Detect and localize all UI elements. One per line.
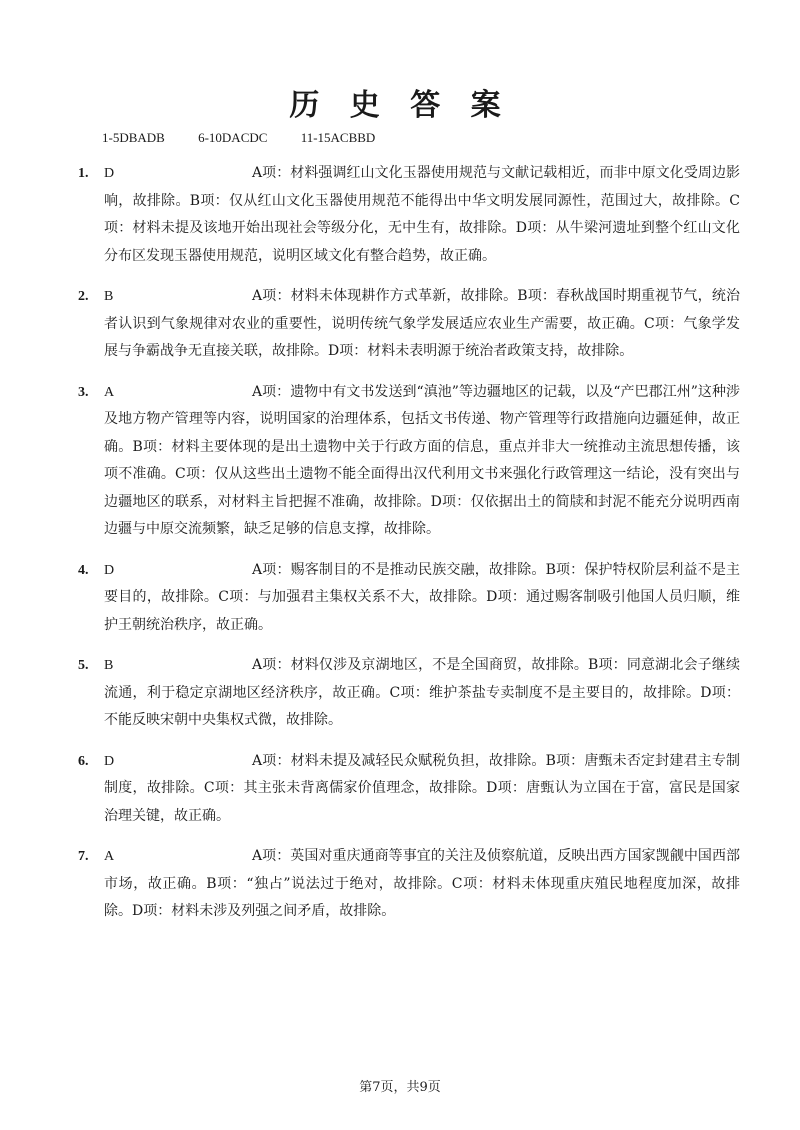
question-explanation: A项：赐客制目的不是推动民族交融，故排除。B项：保护特权阶层利益不是主要目的，故排除。C项：与加强君主集权关系不大，故排除。D项：通过赐客制吸引他国人员归顺，维护王朝统治秩序，故正确。 (104, 561, 740, 633)
question-4 (78, 557, 740, 640)
question-1 (78, 160, 740, 270)
question-6 (78, 748, 740, 831)
question-7 (78, 843, 740, 926)
question-answer: B (104, 658, 114, 673)
question-explanation: A项：材料强调红山文化玉器使用规范与文献记载相近，而非中原文化受周边影响，故排除。B项：仅从红山文化玉器使用规范不能得出中华文明发展同源性，范围过大，故排除。C项：材料未提及该地开始出现社会等级分化，无中生有，故排除。D项：从牛梁河遗址到整个红山文化分布区发现玉器使用规范，说明区域文化有整合趋势，故正确。 (104, 165, 740, 264)
question-answer: D (104, 166, 115, 181)
question-answer: D (104, 753, 115, 769)
question-explanation: A项：材料未提及减轻民众赋税负担，故排除。B项：唐甄未否定封建君主专制制度，故排除。C项：其主张未背离儒家价值理念，故排除。D项：唐甄认为立国在于富，富民是国家治理关键，故正确。 (104, 752, 740, 824)
question-explanation: A项：英国对重庆通商等事宜的关注及侦察航道，反映出西方国家觊觎中国西部市场，故正确。B项：“独占”说法过于绝对，故排除。C项：材料未体现重庆殖民地程度加深，故排除。D项：材料未涉及列强之间矛盾，故排除。 (104, 848, 740, 919)
question-explanation: A项：材料仅涉及京湖地区，不是全国商贸，故排除。B项：同意湖北会子继续流通，利于稳定京湖地区经济秩序，故正确。C项：维护茶盐专卖制度不是主要目的，故排除。D项：不能反映宋朝中央集权式微，故排除。 (104, 657, 740, 728)
answer-key-11-15: 11-15ACBBD (300, 130, 376, 145)
question-answer: A (104, 849, 115, 864)
answer-key-6-10: 6-10DACDC (198, 130, 268, 145)
question-list (0, 160, 800, 926)
question-number: 6. (78, 753, 89, 769)
question-answer: B (104, 289, 114, 304)
answer-key-1-5: 1-5DBADB (102, 130, 165, 145)
question-number: 7. (78, 849, 89, 864)
question-5 (78, 652, 740, 735)
question-answer: A (104, 384, 115, 400)
question-number: 5. (78, 658, 89, 673)
question-answer: D (104, 562, 115, 578)
question-number: 1. (78, 166, 89, 181)
question-explanation: A项：遗物中有文书发送到“滇池”等边疆地区的记载，以及“产巴郡江州”这种涉及地方物产管理等内容，说明国家的治理体系，包括文书传递、物产管理等行政措施向边疆延伸，故正确。B项：材料主要体现的是出土遗物中关于行政方面的信息，重点并非大一统推动主流思想传播，该项不准确。C项：仅从这些出土遗物不能全面得出汉代利用文书来强化行政管理这一结论，没有突出与边疆地区的联系，对材料主旨把握不准确，故排除。D项：仅依据出土的简牍和封泥不能充分说明西南边疆与中原交流频繁，缺乏足够的信息支撑，故排除。 (104, 383, 740, 537)
question-2 (78, 283, 740, 366)
question-explanation: A项：材料未体现耕作方式革新，故排除。B项：春秋战国时期重视节气，统治者认识到气象规律对农业的重要性，说明传统气象学发展适应农业生产需要，故正确。C项：气象学发展与争霸战争无直接关联，故排除。D项：材料未表明源于统治者政策支持，故排除。 (104, 288, 740, 359)
question-3 (78, 379, 740, 544)
page-footer: 第7页，共9页 (359, 1080, 441, 1095)
page-title: 历 史 答 案 (289, 88, 511, 123)
question-number: 3. (78, 384, 89, 400)
question-number: 2. (78, 289, 89, 304)
answer-key-row (102, 130, 405, 146)
question-number: 4. (78, 562, 89, 578)
